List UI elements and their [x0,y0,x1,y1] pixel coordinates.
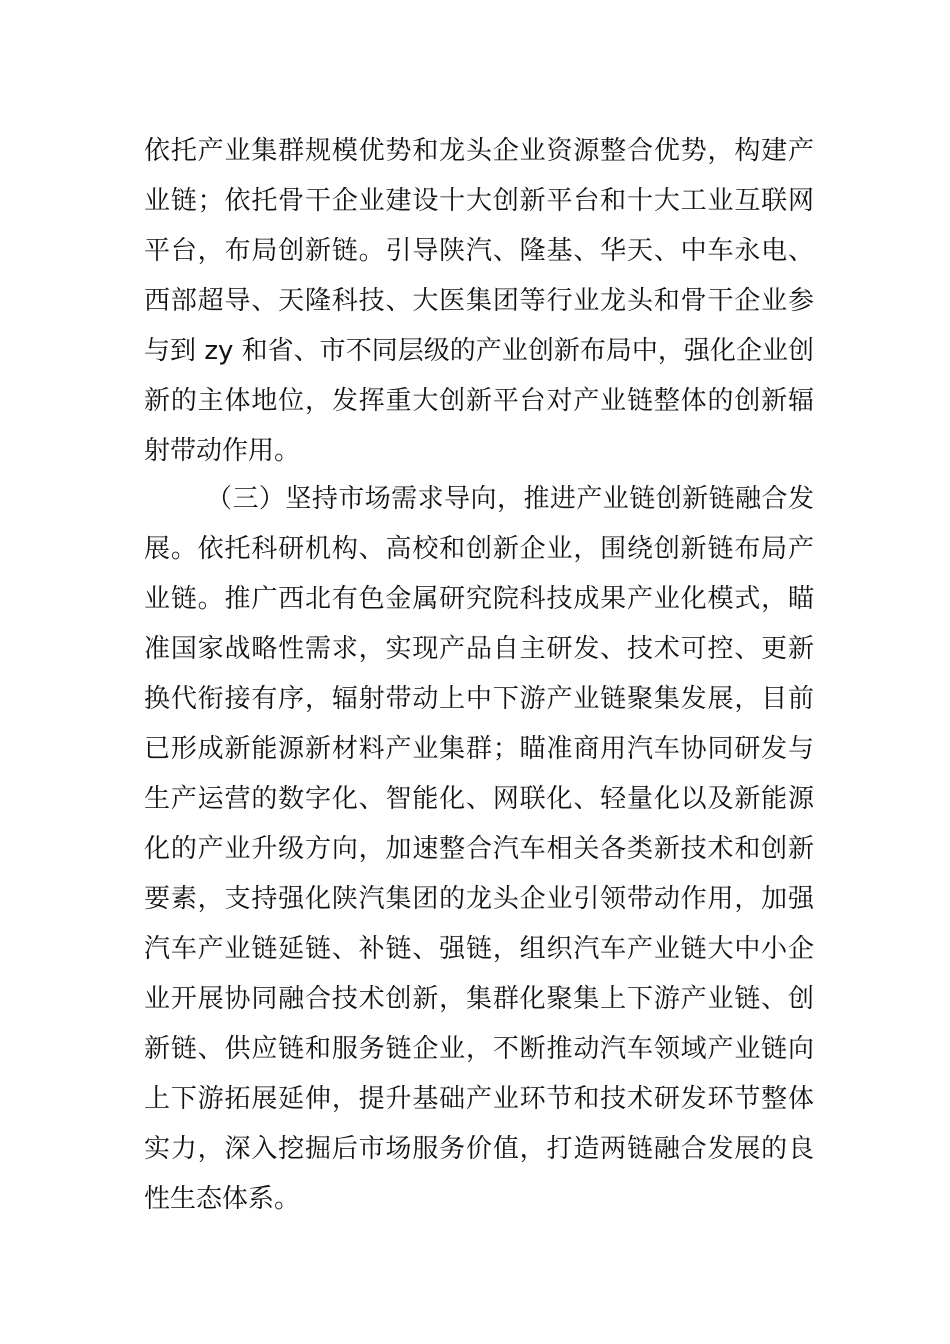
paragraph-line: 业开展协同融合技术创新，集群化聚集上下游产业链、创 [144,984,814,1014]
paragraph-line: 平台，布局创新链。引导陕汽、隆基、华天、中车永电、 [144,236,814,266]
paragraph-industrial-chain [144,126,814,476]
section-heading-line: （三）坚持市场需求导向，推进产业链创新链融合发 [206,484,814,514]
paragraph-line: 射带动作用。 [144,436,301,466]
paragraph-line: 业链；依托骨干企业建设十大创新平台和十大工业互联网 [144,186,814,216]
paragraph-line: 新链、供应链和服务链企业，不断推动汽车领域产业链向 [144,1034,814,1064]
paragraph-line: 上下游拓展延伸，提升基础产业环节和技术研发环节整体 [144,1084,814,1114]
paragraph-line: 性生态体系。 [144,1184,301,1214]
paragraph-line: 化的产业升级方向，加速整合汽车相关各类新技术和创新 [144,834,814,864]
paragraph-line: 汽车产业链延链、补链、强链，组织汽车产业链大中小企 [144,934,814,964]
paragraph-market-demand [144,474,814,1224]
paragraph-line: 业链。推广西北有色金属研究院科技成果产业化模式，瞄 [144,584,814,614]
paragraph-line: 西部超导、天隆科技、大医集团等行业龙头和骨干企业参 [144,286,814,316]
paragraph-line: 实力，深入挖掘后市场服务价值，打造两链融合发展的良 [144,1134,814,1164]
paragraph-line: 展。依托科研机构、高校和创新企业，围绕创新链布局产 [144,534,814,564]
paragraph-line: 准国家战略性需求，实现产品自主研发、技术可控、更新 [144,634,814,664]
paragraph-line: 依托产业集群规模优势和龙头企业资源整合优势，构建产 [144,136,814,166]
paragraph-line: 新的主体地位，发挥重大创新平台对产业链整体的创新辐 [144,386,814,416]
paragraph-line: 换代衔接有序，辐射带动上中下游产业链聚集发展，目前 [144,684,814,714]
paragraph-line: 生产运营的数字化、智能化、网联化、轻量化以及新能源 [144,784,814,814]
paragraph-line: 要素，支持强化陕汽集团的龙头企业引领带动作用，加强 [144,884,814,914]
paragraph-line: 已形成新能源新材料产业集群；瞄准商用汽车协同研发与 [144,734,814,764]
paragraph-line: 与到 zy 和省、市不同层级的产业创新布局中，强化企业创 [144,336,814,366]
